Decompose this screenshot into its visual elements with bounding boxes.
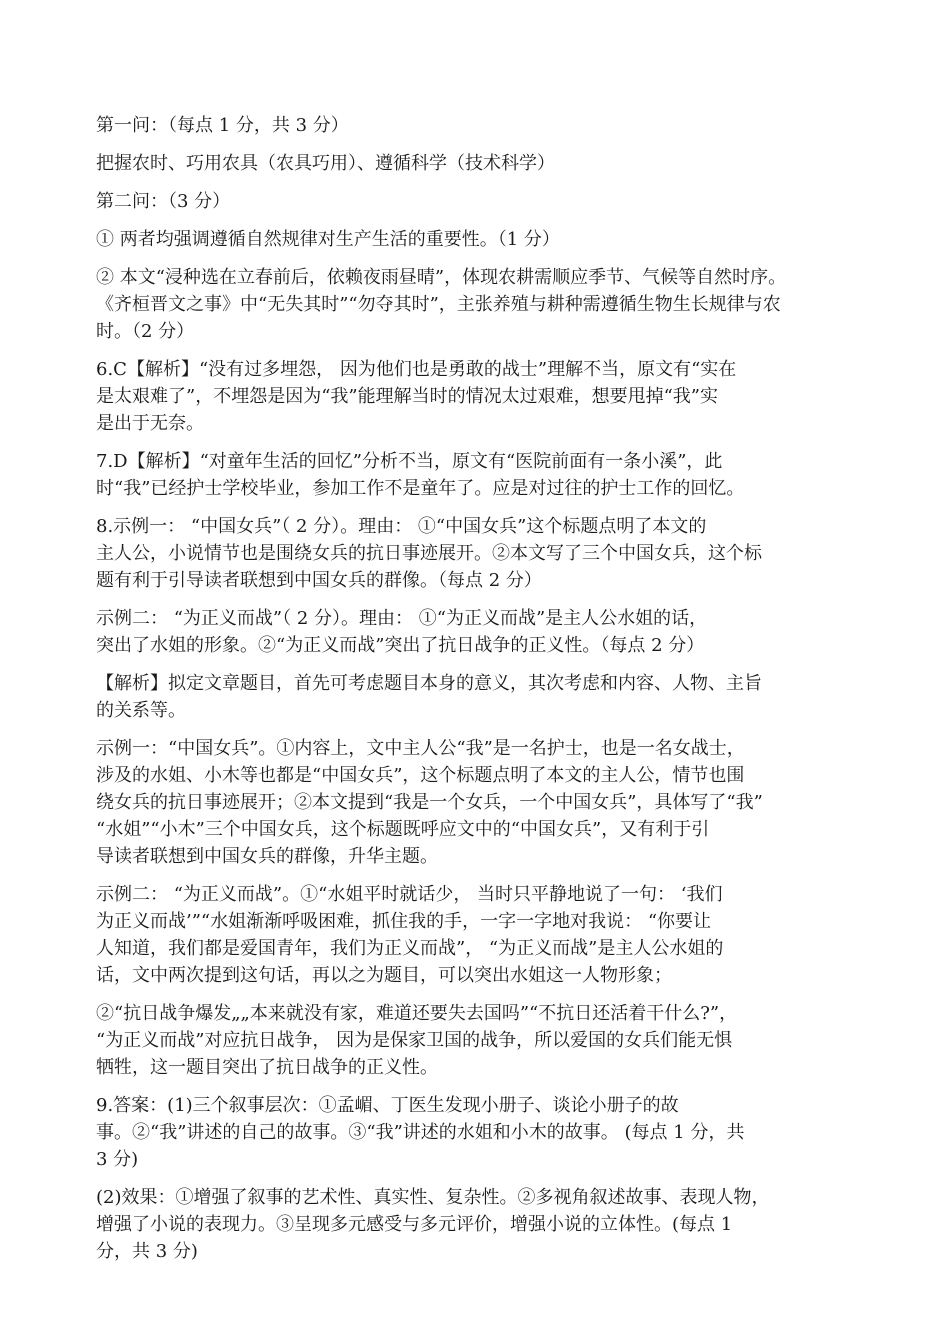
q8-analysis: 【解析】拟定文章题目，首先可考虑题目本身的意义，其次考虑和内容、人物、主旨 的关系等。 bbox=[96, 673, 762, 721]
q8-detail3: ②“抗日战争爆发„„本来就没有家，难道还要失去国吗”“不抗日还活着干什么?”， “为正义而战”对应抗日战争， 因为是保家卫国的战争，所以爱国的女兵们能无惧 牺牲，这一题目突出了抗日战争的正义性。 bbox=[96, 1003, 738, 1078]
q6-answer: 6.C【解析】“没有过多埋怨， 因为他们也是勇敢的战士”理解不当，原文有“实在 是太艰难了”，不埋怨是因为“我”能理解当时的情况太过艰难，想要甩掉“我”实 是出于无奈。 bbox=[96, 359, 737, 434]
q5-part2-heading: 第二问：（3 分） bbox=[96, 191, 231, 212]
q7-answer: 7.D【解析】“对童年生活的回忆”分析不当，原文有“医院前面有一条小溪”，此 时“我”已经护士学校毕业，参加工作不是童年了。应是对过往的护士工作的回忆。 bbox=[96, 451, 745, 499]
q8-detail2: 示例二： “为正义而战”。①“水姐平时就话少， 当时只平静地说了一句： ‘我们 为正义而战’”“水姐渐渐呼吸困难，抓住我的手，一字一字地对我说： “你要让 人知道，我们都是爱国青年，我们为正义而战”， “为正义而战”是主人公水姐的 话，文中两次提到这句话，再以之为题目，可以突出水姐这一人物形象； bbox=[96, 884, 724, 986]
q5-part1-answer: 把握农时、巧用农具（农具巧用）、遵循科学（技术科学） bbox=[96, 153, 555, 174]
q5-part1-heading: 第一问：（每点 1 分，共 3 分） bbox=[96, 115, 349, 136]
q9-part2: (2)效果：①增强了叙事的艺术性、真实性、复杂性。②多视角叙述故事、表现人物， 增强了小说的表现力。③呈现多元感受与多元评价，增强小说的立体性。(每点 1 分，共 3 分) bbox=[96, 1187, 770, 1262]
q5-point2: ② 本文“浸种选在立春前后，依赖夜雨昼晴”，体现农耕需顺应季节、气候等自然时序。 《齐桓晋文之事》中“无失其时”“勿夺其时”，主张养殖与耕种需遵循生物生长规律与农 时。（2 分） bbox=[96, 267, 787, 342]
q9-part1: 9.答案：(1)三个叙事层次：①孟嵋、丁医生发现小册子、谈论小册子的故 事。②“我”讲述的自己的故事。③“我”讲述的水姐和小木的故事。 (每点 1 分，共 3 分) bbox=[96, 1095, 745, 1170]
answer-document bbox=[96, 112, 866, 1276]
q8-example1: 8.示例一： “中国女兵”（ 2 分）。理由： ①“中国女兵”这个标题点明了本文的 主人公，小说情节也是围绕女兵的抗日事迹展开。②本文写了三个中国女兵，这个标 题有利于引导读者联想到中国女兵的群像。（每点 2 分） bbox=[96, 516, 762, 591]
q8-example2: 示例二： “为正义而战”（ 2 分）。理由： ①“为正义而战”是主人公水姐的话， 突出了水姐的形象。②“为正义而战”突出了抗日战争的正义性。（每点 2 分） bbox=[96, 608, 708, 656]
q8-detail1: 示例一：“中国女兵”。①内容上，文中主人公“我”是一名护士，也是一名女战士， 涉及的水姐、小木等也都是“中国女兵”，这个标题点明了本文的主人公，情节也围 绕女兵的抗日事迹展开；②本文提到“我是一个女兵，一个中国女兵”，具体写了“我” “水姐”“小木”三个中国女兵，这个标题既呼应文中的“中国女兵”，又有利于引 导读者联想到中国女兵的群像，升华主题。 bbox=[96, 738, 763, 867]
q5-point1: ① 两者均强调遵循自然规律对生产生活的重要性。（1 分） bbox=[96, 229, 560, 250]
